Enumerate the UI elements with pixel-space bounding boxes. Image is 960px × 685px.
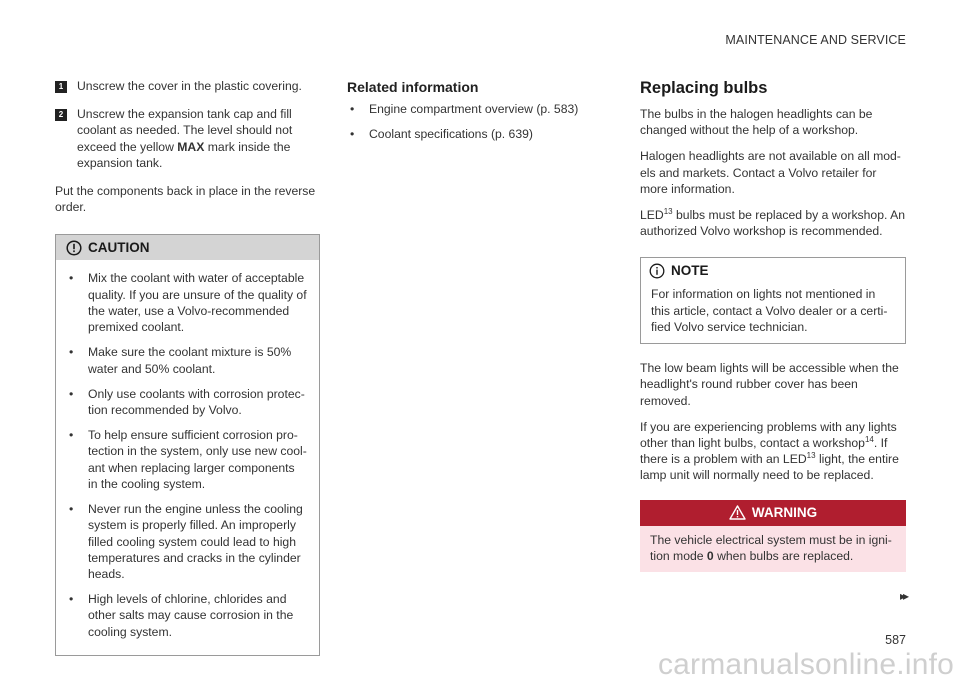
list-item: • Mix the coolant with water of acceptable quality. If you are unsure of the quality of the water, use a Volvo-recommended premixed coolant. [69, 271, 307, 335]
caution-list [66, 270, 307, 639]
footnote-ref[interactable]: 14 [864, 434, 874, 444]
page-title: Replacing bulbs [640, 79, 768, 97]
page-number: 587 [885, 633, 906, 647]
section-header: MAINTENANCE AND SERVICE [725, 33, 906, 47]
footnote-ref[interactable]: 13 [806, 451, 816, 461]
column-left [55, 78, 320, 656]
related-link[interactable]: • Engine compartment overview (p. 583) [350, 101, 579, 116]
caution-header [56, 235, 319, 261]
warning-title: WARNING [751, 504, 818, 520]
note-text: For information on lights not mentioned in this article, contact a Volvo dealer or a certi- fied Volvo service technician. [651, 287, 888, 334]
warning-triangle-icon [729, 505, 746, 520]
related-list [347, 101, 587, 142]
footnote-ref[interactable]: 13 [663, 206, 673, 216]
list-item: • Never run the engine unless the cooling system is properly filled. An improperly filled cooling system could lead to high temperatures and cracks in the cylinder heads. [69, 502, 303, 581]
list-item: • Make sure the coolant mixture is 50% water and 50% coolant. [69, 345, 292, 376]
warning-text: The vehicle electrical system must be in igni- tion mode 0 when bulbs are replaced. [650, 532, 892, 563]
intro-paragraph: The bulbs in the halogen headlights can be changed without the help of a workshop. [640, 106, 873, 138]
caution-title: CAUTION [88, 239, 150, 255]
max-mark-label: MAX [177, 139, 205, 154]
related-info-title: Related information [347, 79, 479, 95]
problems-paragraph: If you are experiencing problems with any lights other than light bulbs, contact a workshop$^{14}$. If there is a problem with an LED$^{13}$ light, the entire lamp unit will normally need to be replaced. [640, 419, 899, 483]
step-text: Unscrew the expansion tank cap and fill coolant as needed. The level should not exceed the yellow MAX mark inside the expansion tank. [77, 107, 293, 170]
led-paragraph: LED$^{13}$ bulbs must be replaced by a workshop. An authorized Volvo workshop is recommended. [640, 206, 905, 239]
note-box [640, 257, 906, 344]
related-link[interactable]: • Coolant specifications (p. 639) [350, 126, 533, 141]
list-item: • Only use coolants with corrosion protec- tion recommended by Volvo. [69, 386, 305, 418]
list-item: • To help ensure sufficient corrosion pro- tection in the system, only use new cool- ant when replacing larger components in the cooling system. [69, 428, 307, 491]
warning-box [640, 500, 906, 572]
step-2 [55, 106, 320, 171]
availability-paragraph: Halogen headlights are not available on all mod- els and markets. Contact a Volvo retailer for more information. [640, 149, 901, 196]
note-title: NOTE [671, 263, 709, 279]
step-text: Unscrew the cover in the plastic covering. [77, 79, 302, 93]
step-1 [55, 78, 320, 94]
column-middle [347, 78, 587, 151]
list-item: • High levels of chlorine, chlorides and other salts may cause corrosion in the cooling system. [69, 592, 294, 639]
watermark: carmanualsonline.info [657, 648, 954, 681]
low-beam-paragraph: The low beam lights will be accessible when the headlight's round rubber cover has been removed. [640, 361, 899, 408]
next-page-arrow-icon[interactable]: ▸▸ [899, 589, 906, 603]
caution-icon [66, 240, 82, 256]
step-number: 2 [55, 109, 67, 121]
info-icon [649, 263, 665, 279]
warning-header [640, 500, 906, 526]
step-number: 1 [55, 81, 67, 93]
column-right [640, 78, 906, 572]
note-header [641, 258, 905, 282]
caution-box [55, 234, 320, 656]
reassemble-text: Put the components back in place in the reverse order. [55, 184, 316, 215]
